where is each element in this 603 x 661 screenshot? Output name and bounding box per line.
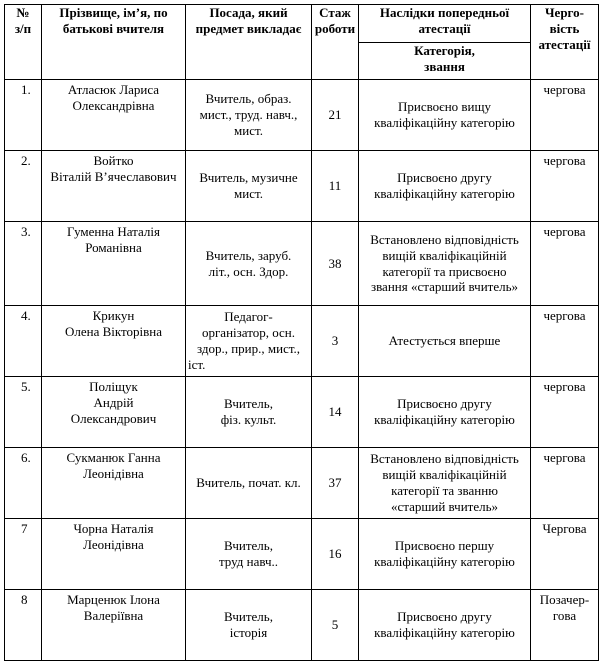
table-row bbox=[5, 448, 599, 519]
attestation-result: Встановлено відповідність вищій кваліфікаційній категорії та званню «старший вчитель» bbox=[359, 448, 531, 519]
teacher-position: Вчитель, почат. кл. bbox=[186, 448, 312, 519]
teacher-name: Войтко Віталій В’ячеславович bbox=[42, 151, 186, 222]
teacher-position: Вчитель, історія bbox=[186, 590, 312, 661]
teacher-name: Марценюк Ілона Валеріївна bbox=[42, 590, 186, 661]
table-row bbox=[5, 590, 599, 661]
row-number: 2. bbox=[5, 151, 42, 222]
table-row bbox=[5, 151, 599, 222]
attestation-table-wrapper bbox=[4, 4, 599, 661]
teacher-position: Педагог- організатор, осн. здор., прир., мист., іст. bbox=[186, 306, 312, 377]
header-results: Наслідки попередньої атестації bbox=[359, 5, 531, 43]
attestation-result: Встановлено відповідність вищій кваліфікаційній категорії та присвоєно звання «старший вчитель» bbox=[359, 222, 531, 306]
row-number: 5. bbox=[5, 377, 42, 448]
teacher-experience: 11 bbox=[312, 151, 359, 222]
attestation-result: Присвоєно другу кваліфікаційну категорію bbox=[359, 590, 531, 661]
header-position: Посада, який предмет викладає bbox=[186, 5, 312, 80]
teacher-name: Чорна Наталія Леонідівна bbox=[42, 519, 186, 590]
teacher-name: Крикун Олена Вікторівна bbox=[42, 306, 186, 377]
teacher-name: Атласюк Лариса Олександрівна bbox=[42, 80, 186, 151]
attestation-turn: чергова bbox=[531, 151, 599, 222]
table-row bbox=[5, 306, 599, 377]
attestation-result: Атестується вперше bbox=[359, 306, 531, 377]
teacher-experience: 38 bbox=[312, 222, 359, 306]
attestation-result: Присвоєно другу кваліфікаційну категорію bbox=[359, 151, 531, 222]
attestation-turn: чергова bbox=[531, 377, 599, 448]
attestation-result: Присвоєно другу кваліфікаційну категорію bbox=[359, 377, 531, 448]
teacher-position: Вчитель, труд навч.. bbox=[186, 519, 312, 590]
header-turn: Черго- вість атестації bbox=[531, 5, 599, 80]
attestation-turn: Чергова bbox=[531, 519, 599, 590]
header-name: Прізвище, ім’я, по батькові вчителя bbox=[42, 5, 186, 80]
row-number: 1. bbox=[5, 80, 42, 151]
teacher-experience: 5 bbox=[312, 590, 359, 661]
attestation-turn: чергова bbox=[531, 306, 599, 377]
teacher-experience: 16 bbox=[312, 519, 359, 590]
attestation-turn: чергова bbox=[531, 448, 599, 519]
teacher-position: Вчитель, заруб. літ., осн. Здор. bbox=[186, 222, 312, 306]
header-category: Категорія, звання bbox=[359, 43, 531, 80]
row-number: 3. bbox=[5, 222, 42, 306]
table-row bbox=[5, 519, 599, 590]
teacher-experience: 21 bbox=[312, 80, 359, 151]
attestation-turn: чергова bbox=[531, 80, 599, 151]
row-number: 6. bbox=[5, 448, 42, 519]
table-row bbox=[5, 222, 599, 306]
table-row bbox=[5, 377, 599, 448]
teacher-name: Гуменна Наталія Романівна bbox=[42, 222, 186, 306]
attestation-result: Присвоєно першу кваліфікаційну категорію bbox=[359, 519, 531, 590]
attestation-result: Присвоєно вищу кваліфікаційну категорію bbox=[359, 80, 531, 151]
table-row bbox=[5, 80, 599, 151]
header-experience: Стаж роботи bbox=[312, 5, 359, 80]
teacher-position: Вчитель, музичне мист. bbox=[186, 151, 312, 222]
row-number: 8 bbox=[5, 590, 42, 661]
attestation-turn: чергова bbox=[531, 222, 599, 306]
teacher-position: Вчитель, образ. мист., труд. навч., мист. bbox=[186, 80, 312, 151]
attestation-table bbox=[4, 4, 599, 661]
teacher-position: Вчитель, фіз. культ. bbox=[186, 377, 312, 448]
header-num: № з/п bbox=[5, 5, 42, 80]
header-row bbox=[5, 5, 599, 43]
teacher-experience: 3 bbox=[312, 306, 359, 377]
teacher-experience: 14 bbox=[312, 377, 359, 448]
teacher-name: Сукманюк Ганна Леонідівна bbox=[42, 448, 186, 519]
row-number: 7 bbox=[5, 519, 42, 590]
row-number: 4. bbox=[5, 306, 42, 377]
teacher-name: Поліщук Андрій Олександрович bbox=[42, 377, 186, 448]
teacher-experience: 37 bbox=[312, 448, 359, 519]
attestation-turn: Позачер- гова bbox=[531, 590, 599, 661]
